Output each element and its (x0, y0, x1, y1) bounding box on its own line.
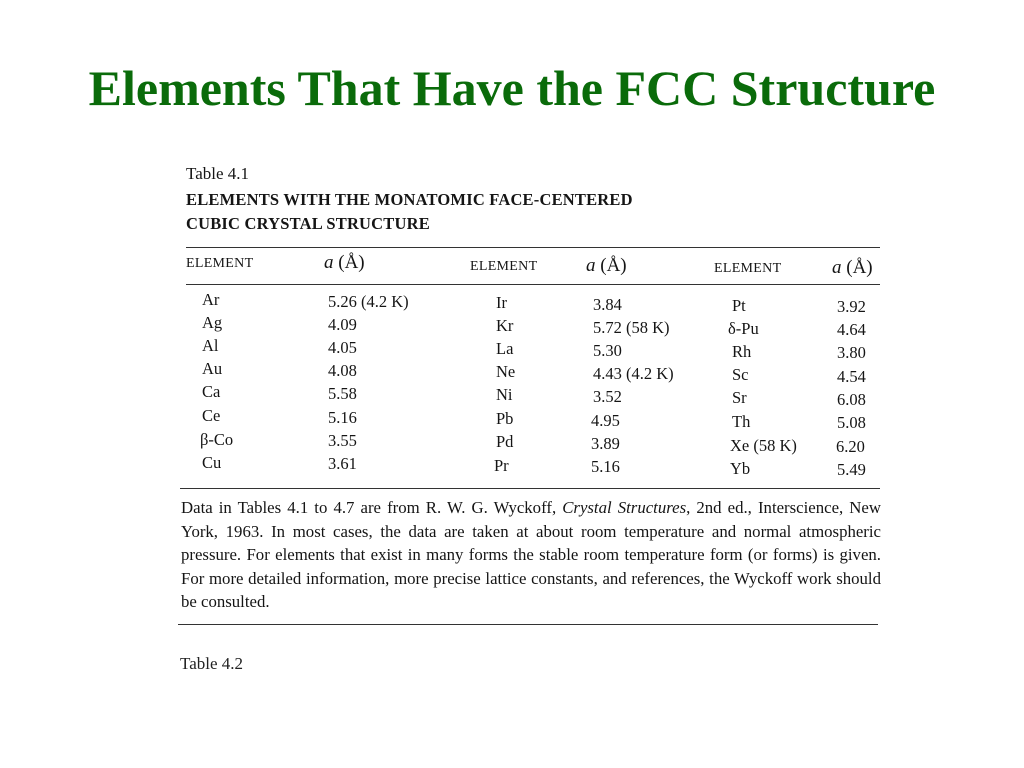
lattice-constant-cell: 6.08 (837, 390, 866, 409)
element-cell: β-Co (200, 430, 234, 449)
element-cell: Sr (732, 388, 747, 407)
lattice-constant-cell: 6.20 (836, 437, 865, 456)
element-header-3: ELEMENT (714, 261, 782, 276)
element-cell: Th (732, 412, 751, 431)
table-footnote (181, 496, 881, 614)
element-cell: Pt (732, 296, 746, 315)
footnote-text-start: Data in Tables 4.1 to 4.7 are from R. W. G. Wyckoff, (181, 498, 563, 517)
element-cell: Ar (202, 290, 220, 309)
lattice-constant-cell: 3.92 (837, 297, 866, 316)
lattice-constant-cell: 5.16 (591, 457, 620, 476)
next-table-cut-text: Table 4.2 (180, 654, 244, 673)
table-number: Table 4.1 (186, 164, 250, 183)
element-cell: Ni (496, 385, 513, 404)
table-title-line-1: ELEMENTS WITH THE MONATOMIC FACE-CENTERED (186, 190, 633, 209)
element-cell: Rh (732, 342, 752, 361)
lattice-constant-cell: 5.58 (328, 384, 357, 403)
element-header-1: ELEMENT (186, 256, 254, 271)
bottom-rule (180, 488, 880, 489)
lattice-constant-cell: 4.08 (328, 361, 357, 380)
lattice-constant-cell: 4.54 (837, 367, 866, 386)
footnote-rule (178, 624, 878, 625)
a-symbol: a (586, 255, 596, 276)
lattice-constant-cell: 3.52 (593, 387, 622, 406)
lattice-constant-cell: 3.84 (593, 295, 622, 314)
element-cell: Ne (496, 362, 516, 381)
footnote-book-title: Crystal Structures (562, 498, 687, 517)
lattice-constant-cell: 3.61 (328, 454, 357, 473)
a-header-3 (832, 257, 873, 279)
element-cell: Au (202, 359, 223, 378)
a-symbol: a (832, 257, 842, 278)
element-cell: Xe (58 K) (730, 436, 797, 455)
top-rule (186, 247, 880, 248)
a-symbol: a (324, 252, 334, 273)
a-unit: (Å) (338, 252, 365, 273)
element-cell: Yb (730, 459, 751, 478)
lattice-constant-cell: 4.05 (328, 338, 357, 357)
lattice-constant-cell: 4.95 (591, 411, 620, 430)
lattice-constant-cell: 4.64 (837, 320, 866, 339)
element-cell: Ce (202, 406, 221, 425)
element-cell: Sc (732, 365, 749, 384)
a-header-1 (324, 252, 365, 274)
lattice-constant-cell: 5.49 (837, 460, 866, 479)
lattice-constant-cell: 3.80 (837, 343, 866, 362)
lattice-constant-cell: 5.16 (328, 408, 357, 427)
table-title (186, 188, 746, 236)
lattice-constant-cell: 3.89 (591, 434, 620, 453)
slide-title: Elements That Have the FCC Structure (88, 60, 936, 116)
element-cell: Pr (494, 456, 509, 475)
lattice-constant-cell: 5.30 (593, 341, 622, 360)
a-unit: (Å) (846, 257, 873, 278)
lattice-constant-cell: 4.43 (4.2 K) (593, 364, 674, 383)
element-cell: Al (202, 336, 219, 355)
header-rule (186, 284, 880, 285)
footnote-text-rest: , 2nd ed., Interscience, New York, 1963. In most cases, the data are taken at about room temperature and normal atmospheric pressure. For elements that exist in many forms the stable room temperature form (or forms) is given. For more detailed information, more precise lattice constants, and references, the Wyckoff work should be consulted. (181, 498, 881, 611)
element-cell: Kr (496, 316, 514, 335)
table-title-line-2: CUBIC CRYSTAL STRUCTURE (186, 214, 430, 233)
scanned-table-image (176, 160, 882, 673)
element-cell: Ca (202, 382, 221, 401)
element-cell: Cu (202, 453, 222, 472)
element-cell: Ag (202, 313, 223, 332)
lattice-constant-cell: 5.26 (4.2 K) (328, 292, 409, 311)
a-header-2 (586, 255, 627, 277)
lattice-constant-cell: 3.55 (328, 431, 357, 450)
lattice-constant-cell: 4.09 (328, 315, 357, 334)
element-cell: Pd (496, 432, 514, 451)
a-unit: (Å) (600, 255, 627, 276)
element-header-2: ELEMENT (470, 259, 538, 274)
element-cell: Pb (496, 409, 514, 428)
lattice-constant-cell: 5.72 (58 K) (593, 318, 670, 337)
element-cell: δ-Pu (728, 319, 759, 338)
element-cell: La (496, 339, 514, 358)
element-cell: Ir (496, 293, 507, 312)
lattice-constant-cell: 5.08 (837, 413, 866, 432)
